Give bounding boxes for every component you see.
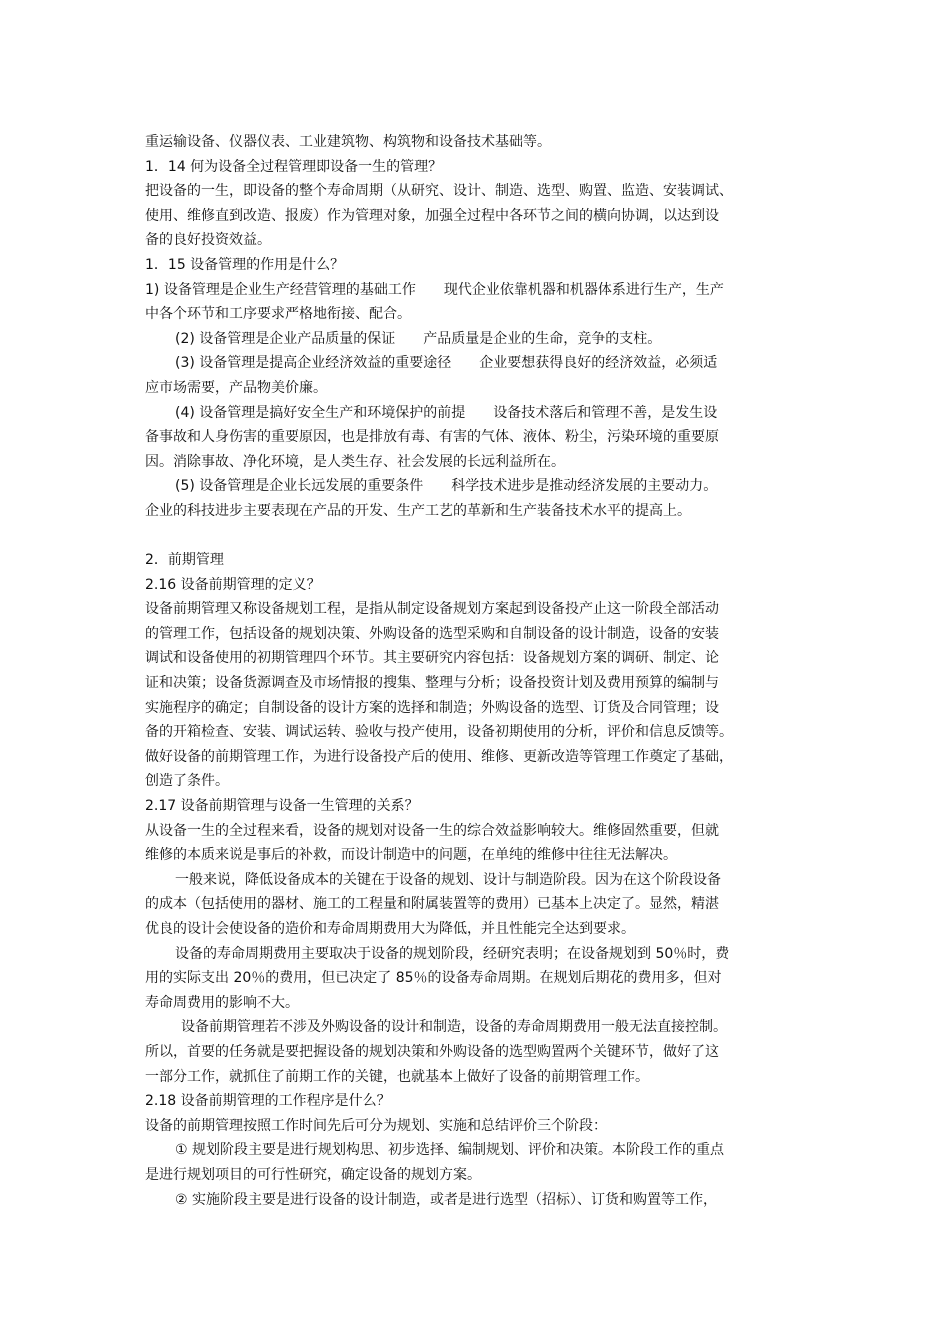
text-line: 备的良好投资效益。: [145, 232, 271, 249]
text-line: 优良的设计会使设备的造价和寿命周期费用大为降低，并且性能完全达到要求。: [145, 921, 635, 937]
text-line: (3) 设备管理是提高企业经济效益的重要途径 企业要想获得良好的经济效益，必须适: [175, 355, 718, 372]
text-line: 的成本（包括使用的器材、施工的工程量和附属装置等的费用）已基本上决定了。显然，精湛: [145, 896, 719, 913]
text-line: 1) 设备管理是企业生产经营管理的基础工作 现代企业依靠机器和机器体系进行生产，生产: [145, 281, 724, 298]
blank-line: [145, 524, 820, 549]
text-line: 一部分工作，就抓住了前期工作的关键，也就基本上做好了设备的前期管理工作。: [145, 1068, 649, 1085]
text-line: 调试和设备使用的初期管理四个环节。其主要研究内容包括：设备规划方案的调研、制定、论: [145, 650, 719, 667]
text-line: 把设备的一生，即设备的整个寿命周期（从研究、设计、制造、选型、购置、监造、安装调试、: [145, 183, 733, 200]
text-line: 备事故和人身伤害的重要原因，也是排放有毒、有害的气体、液体、粉尘，污染环境的重要原: [145, 429, 719, 446]
text-line: 所以，首要的任务就是要把握设备的规划决策和外购设备的选型购置两个关键环节，做好了这: [145, 1043, 719, 1060]
text-line: 使用、维修直到改造、报废）作为管理对象，加强全过程中各环节之间的横向协调，以达到设: [145, 207, 719, 224]
section-heading: 2.18 设备前期管理的工作程序是什么？: [145, 1093, 391, 1110]
text-line: ① 规划阶段主要是进行规划构思、初步选择、编制规划、评价和决策。本阶段工作的重点: [175, 1142, 724, 1159]
text-line: 实施程序的确定；自制设备的设计方案的选择和制造；外购设备的选型、订货及合同管理；设: [145, 699, 719, 716]
text-line: 维修的本质来说是事后的补救，而设计制造中的问题，在单纯的维修中往往无法解决。: [145, 847, 677, 864]
text-line: 寿命周费用的影响不大。: [145, 994, 299, 1011]
text-line: 企业的科技进步主要表现在产品的开发、生产工艺的革新和生产装备技术水平的提高上。: [145, 502, 691, 519]
text-line: 设备的前期管理按照工作时间先后可分为规划、实施和总结评价三个阶段：: [145, 1117, 607, 1134]
text-line: 用的实际支出 20％的费用，但已决定了 85％的设备寿命周期。在规划后期花的费用多，但对: [145, 970, 722, 987]
text-line: (4) 设备管理是搞好安全生产和环境保护的前提 设备技术落后和管理不善，是发生设: [175, 404, 718, 421]
text-line: 证和决策；设备货源调查及市场情报的搜集、整理与分析；设备投资计划及费用预算的编制与: [145, 675, 719, 692]
text-line: 设备的寿命周期费用主要取决于设备的规划阶段，经研究表明；在设备规划到 50％时，费: [175, 945, 730, 962]
text-line: 的管理工作，包括设备的规划决策、外购设备的选型采购和自制设备的设计制造，设备的安装: [145, 625, 719, 642]
text-line: 设备前期管理又称设备规划工程，是指从制定设备规划方案起到设备投产止这一阶段全部活动: [145, 601, 719, 618]
text-line: 一般来说，降低设备成本的关键在于设备的规划、设计与制造阶段。因为在这个阶段设备: [175, 871, 721, 888]
text-line: 备的开箱检查、安装、调试运转、验收与投产使用，设备初期使用的分析，评价和信息反馈等。: [145, 724, 733, 741]
text-line: (5) 设备管理是企业长远发展的重要条件 科学技术进步是推动经济发展的主要动力。: [175, 478, 718, 495]
text-line: ② 实施阶段主要是进行设备的设计制造，或者是进行选型（招标）、订货和购置等工作，: [175, 1191, 717, 1208]
section-heading: 1．14 何为设备全过程管理即设备一生的管理？: [145, 158, 443, 175]
document-body: [145, 130, 820, 1212]
text-line: (2) 设备管理是企业产品质量的保证 产品质量是企业的生命，竞争的支柱。: [175, 330, 662, 347]
section-heading: 2.16 设备前期管理的定义？: [145, 576, 321, 593]
text-line: 中各个环节和工序要求严格地衔接、配合。: [145, 306, 411, 323]
section-heading: 2.17 设备前期管理与设备一生管理的关系？: [145, 798, 419, 815]
text-line: 是进行规划项目的可行性研究，确定设备的规划方案。: [145, 1166, 481, 1183]
text-line: 设备前期管理若不涉及外购设备的设计和制造，设备的寿命周期费用一般无法直接控制。: [181, 1019, 727, 1036]
section-heading: 1．15 设备管理的作用是什么？: [145, 256, 345, 273]
chapter-heading: 2．前期管理: [145, 552, 224, 569]
text-line: 因。消除事故、净化环境，是人类生存、社会发展的长远利益所在。: [145, 453, 565, 470]
text-line: 重运输设备、仪器仪表、工业建筑物、构筑物和设备技术基础等。: [145, 134, 551, 150]
text-line: 创造了条件。: [145, 773, 229, 790]
text-line: 做好设备的前期管理工作，为进行设备投产后的使用、维修、更新改造等管理工作奠定了基础，: [145, 748, 733, 765]
text-line: 应市场需要，产品物美价廉。: [145, 379, 327, 396]
text-line: 从设备一生的全过程来看，设备的规划对设备一生的综合效益影响较大。维修固然重要，但就: [145, 822, 719, 839]
